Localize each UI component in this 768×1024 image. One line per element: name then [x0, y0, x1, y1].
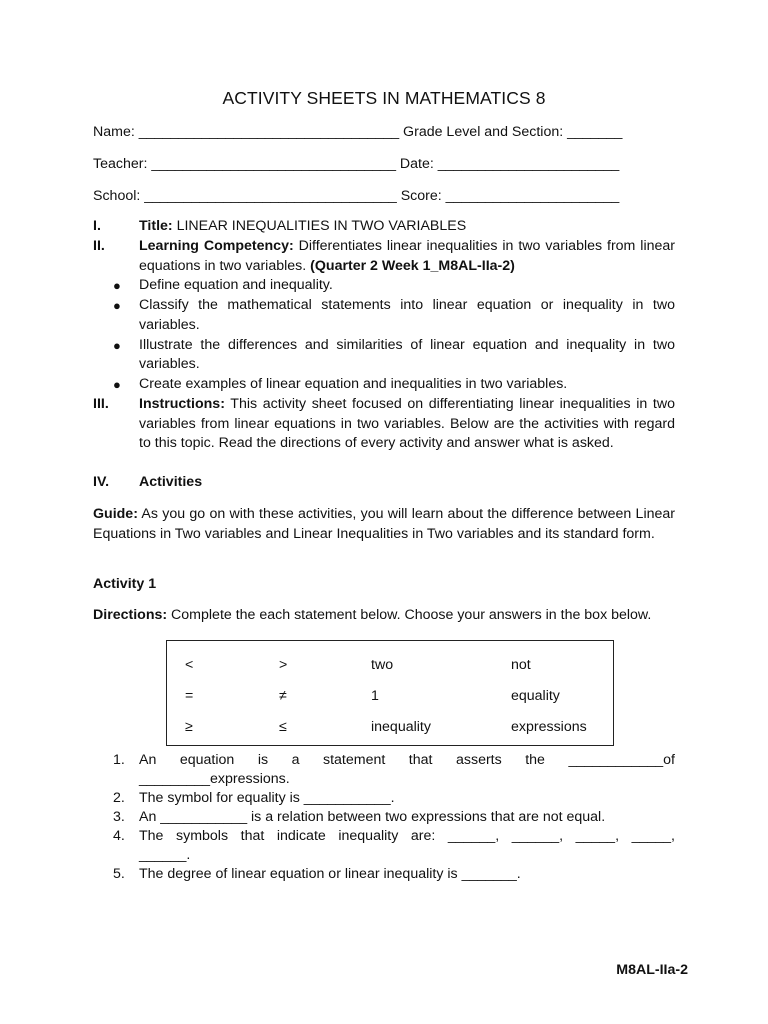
- section-label: Instructions:: [139, 396, 225, 412]
- list-item: ● Create examples of linear equation and inequalities in two variables.: [113, 375, 675, 395]
- section-title: [93, 217, 675, 237]
- question-number: 5.: [113, 866, 125, 882]
- teacher-date-field: Teacher: _______________________________ Date: _______________________: [93, 156, 620, 172]
- question-item: [113, 808, 675, 827]
- question-text-cont: ______.: [139, 847, 191, 863]
- section-label: Title:: [139, 218, 173, 234]
- bullet-icon: ●: [113, 377, 121, 393]
- question-number: 2.: [113, 790, 125, 806]
- choices-row: [167, 719, 613, 739]
- section-competency: [93, 237, 675, 276]
- guide-paragraph: [93, 505, 675, 544]
- question-item: [113, 789, 675, 808]
- directions-text: Complete the each statement below. Choose your answers in the box below.: [167, 607, 652, 623]
- question-text: The symbol for equality is ___________.: [139, 790, 395, 806]
- guide-text: As you go on with these activities, you will learn about the difference between Linear Equations in Two variables and Linear Inequalities in Two variables and its standard form.: [93, 506, 675, 542]
- directions-paragraph: [93, 606, 675, 626]
- choice-cell: inequality: [371, 719, 431, 735]
- question-number: 4.: [113, 828, 125, 844]
- question-item: [113, 827, 675, 865]
- section-activities: [93, 473, 675, 493]
- choice-cell: ≠: [279, 688, 287, 704]
- section-text: This activity sheet focused on differentiating linear inequalities in two variables from linear equations in two variables. Below are the activities with regard to this topic. Read the directions of every activity and answer what is asked.: [139, 396, 675, 452]
- choice-cell: two: [371, 657, 394, 673]
- bullet-icon: ●: [113, 298, 121, 314]
- question-text: An ___________ is a relation between two expressions that are not equal.: [139, 809, 606, 825]
- choice-cell: 1: [371, 688, 379, 704]
- section-numeral: I.: [93, 218, 101, 234]
- choices-row: [167, 657, 613, 677]
- choice-cell: <: [185, 657, 194, 673]
- school-score-field: School: ________________________________ Score: ______________________: [93, 188, 620, 204]
- list-item: ● Illustrate the differences and similarities of linear equation and inequality in two variables.: [113, 336, 675, 375]
- choice-cell: expressions: [511, 719, 587, 735]
- page-footer-code: M8AL-IIa-2: [616, 962, 688, 978]
- question-text-cont: _________expressions.: [139, 771, 290, 787]
- choice-cell: equality: [511, 688, 560, 704]
- competency-code: (Quarter 2 Week 1_M8AL-IIa-2): [310, 257, 515, 274]
- question-number: 3.: [113, 809, 125, 825]
- questions-list: [113, 751, 675, 884]
- name-grade-field: Name: _________________________________ Grade Level and Section: _______: [93, 124, 623, 140]
- section-numeral: II.: [93, 238, 105, 254]
- choice-cell: >: [279, 657, 288, 673]
- section-text: Differentiates linear inequalities in two variables from linear equations in two variables.: [139, 238, 675, 274]
- list-item: ● Define equation and inequality.: [113, 276, 675, 296]
- document-title: ACTIVITY SHEETS IN MATHEMATICS 8: [222, 88, 546, 108]
- section-numeral: III.: [93, 396, 109, 412]
- question-item: [113, 751, 675, 789]
- choices-row: [167, 688, 613, 708]
- bullet-icon: ●: [113, 278, 121, 293]
- question-number: 1.: [113, 752, 125, 768]
- question-item: [113, 865, 675, 884]
- objectives-list: [113, 276, 675, 396]
- section-instructions: [93, 395, 675, 454]
- list-item: ● Classify the mathematical statements into linear equation or inequality in two variables.: [113, 296, 675, 335]
- section-numeral: IV.: [93, 474, 110, 490]
- activity-heading: Activity 1: [93, 576, 157, 592]
- choice-cell: ≤: [279, 719, 287, 735]
- question-text: The symbols that indicate inequality are: ______, ______, _____, _____,: [139, 828, 675, 844]
- choice-cell: ≥: [185, 719, 193, 735]
- directions-label: Directions:: [93, 607, 168, 623]
- guide-label: Guide:: [93, 506, 138, 522]
- section-label: Learning Competency:: [139, 238, 294, 254]
- answer-choices-box: [166, 640, 614, 746]
- question-text: An equation is a statement that asserts the ____________of: [139, 752, 675, 768]
- section-label: Activities: [139, 474, 203, 490]
- choice-cell: not: [511, 657, 531, 673]
- bullet-icon: ●: [113, 337, 121, 353]
- section-text: LINEAR INEQUALITIES IN TWO VARIABLES: [172, 218, 467, 234]
- question-text: The degree of linear equation or linear inequality is _______.: [139, 866, 521, 882]
- choice-cell: =: [185, 688, 194, 704]
